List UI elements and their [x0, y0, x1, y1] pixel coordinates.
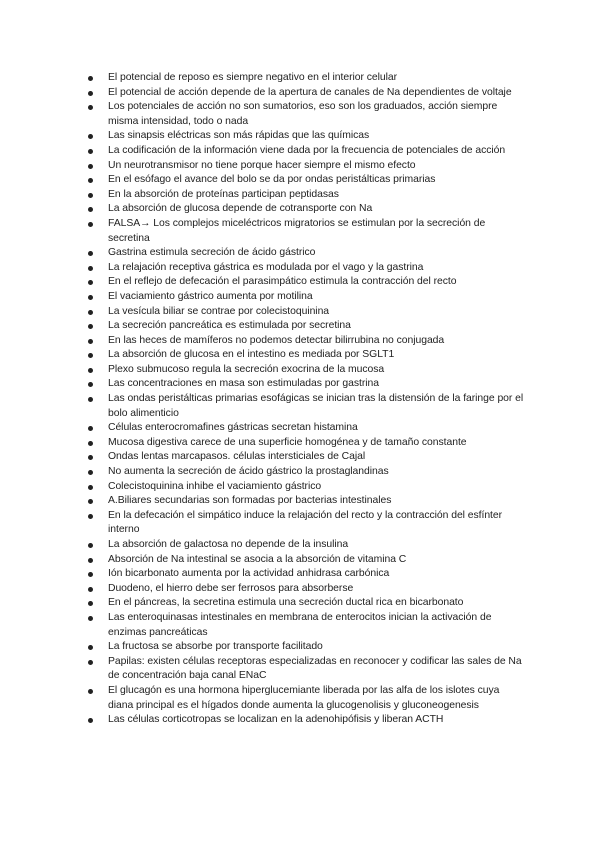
list-item [86, 377, 526, 392]
list-item [86, 640, 526, 655]
list-item [86, 684, 526, 713]
list-item [86, 305, 526, 320]
list-item-text: Papilas: existen células receptoras especializadas en reconocer y codificar las sales de Na de concentración baja canal ENaC [108, 655, 522, 682]
bullet-icon [88, 587, 93, 592]
bullet-icon [88, 499, 93, 504]
bullet-icon [88, 76, 93, 81]
list-item [86, 188, 526, 203]
list-item-text: El potencial de reposo es siempre negativo en el interior celular [108, 72, 398, 83]
list-item [86, 509, 526, 538]
bullet-icon [88, 134, 93, 139]
bullet-icon [88, 368, 93, 373]
list-item-text: La relajación receptiva gástrica es modulada por el vago y la gastrina [108, 261, 424, 273]
list-item [86, 217, 526, 246]
list-item-text: En la defecación el simpático induce la relajación del recto y la contracción del esfínter interno [108, 509, 503, 536]
list-item [86, 202, 526, 217]
list-item-text: A.Biliares secundarias son formadas por bacterias intestinales [108, 495, 392, 507]
bullet-icon [88, 601, 93, 606]
list-item [86, 129, 526, 144]
bullet-icon [88, 558, 93, 563]
list-item-text: En la absorción de proteínas participan peptidasas [108, 188, 339, 200]
list-item [86, 655, 526, 684]
list-item-text: Las ondas peristálticas primarias esofágicas se inician tras la distensión de la faringe por el bolo alimenticio [108, 393, 524, 419]
list-item [86, 246, 526, 261]
list-item [86, 480, 526, 495]
list-item-text: FALSA→ Los complejos miceléctricos migratorios se estimulan por la secreción de secretina [108, 217, 486, 244]
list-item [86, 596, 526, 611]
list-item-text: Un neurotransmisor no tiene porque hacer siempre el mismo efecto [108, 159, 416, 171]
bullet-list [86, 71, 526, 728]
bullet-icon [88, 91, 93, 96]
bullet-icon [88, 485, 93, 490]
list-item [86, 582, 526, 597]
list-item-text: La fructosa se absorbe por transporte facilitado [108, 641, 323, 653]
list-item [86, 144, 526, 159]
list-item-text: Duodeno, el hierro debe ser ferrosos para absorberse [108, 582, 354, 594]
list-item-text: Gastrina estimula secreción de ácido gástrico [108, 247, 316, 259]
list-item-text: En el esófago el avance del bolo se da por ondas peristálticas primarias [108, 174, 436, 186]
list-item [86, 290, 526, 305]
bullet-icon [88, 616, 93, 621]
list-item [86, 436, 526, 451]
bullet-icon [88, 426, 93, 431]
list-item-text: Colecistoquinina inhibe el vaciamiento gástrico [108, 480, 322, 492]
list-item-text: La absorción de galactosa no depende de la insulina [108, 539, 349, 550]
list-item-text: El potencial de acción depende de la apertura de canales de Na dependientes de voltaje [108, 86, 512, 98]
bullet-icon [88, 455, 93, 460]
list-item [86, 71, 526, 86]
list-item-text: La secreción pancreática es estimulada por secretina [108, 320, 351, 332]
bullet-icon [88, 324, 93, 329]
list-item [86, 173, 526, 188]
list-item [86, 494, 526, 509]
list-item [86, 611, 526, 640]
list-item [86, 275, 526, 290]
bullet-icon [88, 149, 93, 154]
list-item [86, 450, 526, 465]
bullet-icon [88, 339, 93, 344]
list-item-text: Ondas lentas marcapasos. células intersticiales de Cajal [108, 451, 366, 463]
list-item [86, 465, 526, 480]
bullet-icon [88, 280, 93, 285]
bullet-icon [88, 441, 93, 446]
list-item [86, 334, 526, 349]
bullet-icon [88, 382, 93, 387]
list-item-text: Plexo submucoso regula la secreción exocrina de la mucosa [108, 363, 385, 375]
bullet-icon [88, 353, 93, 358]
bullet-icon [88, 572, 93, 577]
list-item-text: Ión bicarbonato aumenta por la actividad anhidrasa carbónica [108, 568, 390, 580]
list-item-text: Las enteroquinasas intestinales en membrana de enterocitos inician la activación de enzimas pancreáticas [108, 611, 492, 638]
list-item-text: Mucosa digestiva carece de una superficie homogénea y de tamaño constante [108, 436, 467, 448]
list-item [86, 348, 526, 363]
bullet-icon [88, 295, 93, 300]
bullet-icon [88, 164, 93, 169]
list-item [86, 421, 526, 436]
bullet-icon [88, 543, 93, 548]
list-item-text: Los potenciales de acción no son sumatorios, eso son los graduados, acción siempre misma intensidad, todo o nada [108, 101, 498, 127]
list-item [86, 363, 526, 378]
list-item-text: La absorción de glucosa en el intestino es mediada por SGLT1 [108, 349, 395, 361]
list-item-text: La codificación de la información viene dada por la frecuencia de potenciales de acción [108, 144, 506, 156]
list-item [86, 713, 526, 728]
list-item [86, 319, 526, 334]
list-item-text: Las células corticotropas se localizan en la adenohipófisis y liberan ACTH [108, 714, 444, 726]
list-item [86, 159, 526, 174]
bullet-icon [88, 207, 93, 212]
list-item-text: El vaciamiento gástrico aumenta por motilina [108, 290, 313, 302]
bullet-icon [88, 105, 93, 110]
bullet-icon [88, 689, 93, 694]
bullet-icon [88, 193, 93, 198]
list-item [86, 538, 526, 553]
bullet-icon [88, 645, 93, 650]
list-item [86, 100, 526, 129]
bullet-icon [88, 222, 93, 227]
bullet-icon [88, 266, 93, 271]
list-item-text: En las heces de mamíferos no podemos detectar bilirrubina no conjugada [108, 334, 445, 346]
list-item [86, 86, 526, 101]
list-item-text: Células enterocromafines gástricas secretan histamina [108, 422, 358, 434]
list-item-text: La vesícula biliar se contrae por colecistoquinina [108, 305, 330, 317]
bullet-icon [88, 470, 93, 475]
list-item-text: El glucagón es una hormona hiperglucemiante liberada por las alfa de los islotes cuya diana principal es el hígados donde aumenta la glucogenolisis y gluconeogenesis [108, 684, 500, 711]
list-item-text: En el páncreas, la secretina estimula una secreción ductal rica en bicarbonato [108, 597, 464, 609]
bullet-icon [88, 514, 93, 519]
list-item-text: La absorción de glucosa depende de cotransporte con Na [108, 203, 373, 215]
bullet-icon [88, 251, 93, 256]
bullet-icon [88, 178, 93, 183]
list-item-text: Las sinapsis eléctricas son más rápidas que las químicas [108, 130, 370, 142]
list-item [86, 392, 526, 421]
list-item [86, 567, 526, 582]
list-item-text: No aumenta la secreción de ácido gástrico la prostaglandinas [108, 466, 389, 478]
list-item [86, 553, 526, 568]
list-item-text: Absorción de Na intestinal se asocia a la absorción de vitamina C [108, 553, 407, 565]
bullet-icon [88, 660, 93, 665]
list-item-text: Las concentraciones en masa son estimuladas por gastrina [108, 378, 379, 390]
bullet-icon [88, 718, 93, 723]
bullet-icon [88, 397, 93, 402]
bullet-icon [88, 310, 93, 315]
list-item-text: En el reflejo de defecación el parasimpático estimula la contracción del recto [108, 276, 457, 288]
list-item [86, 261, 526, 276]
